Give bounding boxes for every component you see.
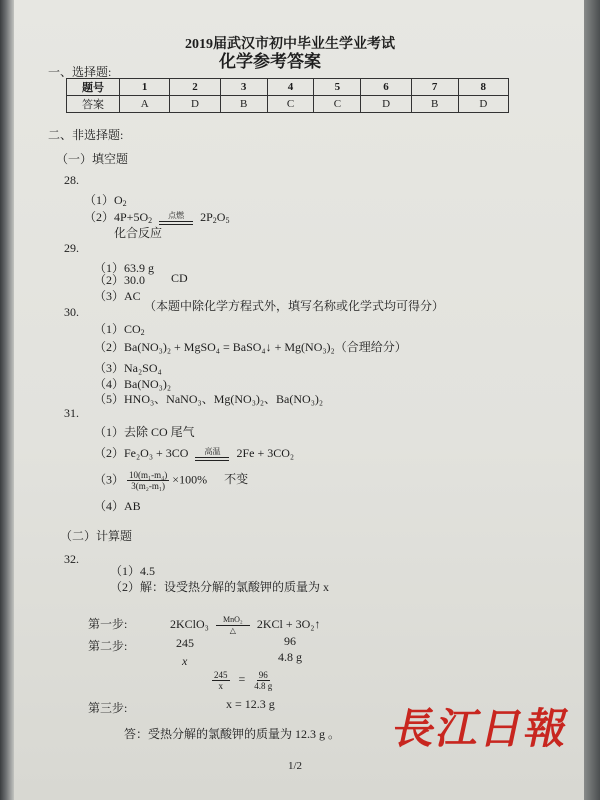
- q31-a3-note: 不变: [224, 472, 249, 487]
- q31-a2-reactants: （2）Fe₂O₃ + 3CO: [94, 446, 189, 460]
- q28-number: 28.: [64, 173, 79, 187]
- q31-answer-2: [94, 444, 294, 461]
- step3-label: 第三步:: [88, 701, 128, 715]
- q28-a2-product: 2P: [200, 210, 213, 224]
- page-number: 1/2: [288, 760, 303, 772]
- proportion-left-den: x: [218, 681, 223, 691]
- q28-a1-text: （1）O: [84, 193, 123, 207]
- newspaper-watermark-logo: 長江日報: [388, 704, 575, 753]
- question-number-cell: 4: [267, 79, 314, 96]
- answer-cell: A: [120, 96, 170, 113]
- proportion-equation: [212, 670, 272, 691]
- answer-cell: C: [314, 96, 361, 113]
- q31-a3-fraction: [127, 470, 169, 491]
- proportion-left: [212, 670, 230, 691]
- question-number-cell: 5: [314, 79, 361, 96]
- q29-number: 29.: [64, 241, 79, 255]
- step1-catalyst: MnO₂: [223, 615, 243, 624]
- answer-cell: B: [411, 96, 458, 113]
- q31-condition-text: 高温: [204, 447, 221, 457]
- q30-note: （本题中除化学方程式外，填写名称或化学式均可得分）: [144, 299, 445, 313]
- question-number-cell: 7: [411, 79, 458, 96]
- q32-number: 32.: [64, 552, 79, 566]
- answer-cell: D: [458, 96, 508, 113]
- question-number-cell: 6: [361, 79, 411, 96]
- step1-reactant: 2KClO₃: [170, 616, 209, 631]
- q31-answer-4: （4）AB: [94, 499, 141, 513]
- step3-result: x = 12.3 g: [226, 697, 275, 711]
- proportion-right: [254, 670, 272, 691]
- answer-cell: C: [267, 96, 314, 113]
- q31-a3-numerator: 10(m₁-m₄): [129, 470, 168, 480]
- q31-a2-products: 2Fe + 3CO₂: [236, 446, 295, 460]
- calculation-heading: （二）计算题: [60, 529, 133, 543]
- step1-products: 2KCl + 3O₂↑: [256, 616, 321, 631]
- q28-a2-reactants: （2）4P+5O: [84, 210, 149, 224]
- step2-mass-o2: 4.8 g: [278, 650, 302, 664]
- section-choice-heading: 一、选择题:: [48, 65, 112, 79]
- answer-label-cell: 答案: [67, 96, 120, 113]
- q30-answer-2: （2）Ba(NO₃)₂ + MgSO₄ = BaSO₄↓ + Mg(NO₃)₂（合理给分）: [94, 340, 407, 354]
- step2-label: 第二步:: [88, 639, 128, 653]
- header-label-cell: 题号: [67, 79, 120, 96]
- q30-number: 30.: [64, 305, 79, 319]
- answer-table-answer-row: [67, 96, 509, 113]
- section-nonchoice-heading: 二、非选择题:: [48, 128, 124, 142]
- q28-answer-2: $(2)4P+5O_2$ 点燃 $2P_2O_5$: [84, 210, 230, 225]
- q29-answer-3: （3）AC: [94, 289, 141, 303]
- exam-title: 2019届武汉市初中毕业生学业考试: [185, 37, 395, 52]
- q31-answer-3: [94, 470, 248, 491]
- q28-answer-1: $(1)O_2$: [84, 193, 127, 208]
- q29-answer-2b: CD: [171, 271, 188, 285]
- question-number-cell: 8: [458, 79, 508, 96]
- q30-a1-text: （1）CO: [94, 322, 141, 336]
- q29-answer-2: （2）30.0: [94, 273, 146, 287]
- question-number-cell: 2: [170, 79, 220, 96]
- q31-number: 31.: [64, 406, 79, 420]
- q30-answer-1: $(1)CO_2$: [94, 322, 145, 337]
- answer-cell: B: [220, 96, 267, 113]
- q29-answer-1: （1）63.9 g: [94, 261, 155, 275]
- proportion-right-den: 4.8 g: [254, 681, 273, 691]
- q28-reaction-type: 化合反应: [114, 226, 163, 240]
- q32-answer-2: （2）解：设受热分解的氯酸钾的质量为 x: [110, 580, 330, 594]
- step1-label: 第一步:: [88, 617, 128, 631]
- proportion-equals: =: [238, 672, 246, 687]
- q31-reaction-condition: [195, 447, 229, 461]
- q30-answer-4: （4）Ba(NO₃)₂: [94, 377, 172, 391]
- step2-unknown-x: x: [182, 654, 188, 668]
- final-answer: 答：受热分解的氯酸钾的质量为 12.3 g 。: [124, 727, 341, 741]
- step1-catalyst-condition: [216, 615, 250, 635]
- step2-molar-mass-kclo3: 245: [176, 636, 194, 650]
- q28-condition-text: 点燃: [168, 211, 185, 221]
- answer-table-header-row: [67, 79, 509, 96]
- q31-a3-label: （3）: [94, 472, 125, 487]
- proportion-left-num: 245: [214, 670, 228, 680]
- fill-blank-heading: （一）填空题: [56, 152, 129, 166]
- step2-molar-mass-o2: 96: [284, 634, 296, 648]
- step1-equation: [170, 615, 320, 635]
- answer-title: 化学参考答案: [219, 52, 321, 71]
- q30-answer-5: （5）HNO₃、NaNO₃、Mg(NO₃)₂、Ba(NO₃)₂: [94, 392, 324, 406]
- q31-answer-1: （1）去除 CO 尾气: [94, 425, 195, 439]
- question-number-cell: 3: [220, 79, 267, 96]
- answer-table: [66, 78, 509, 113]
- step1-heat: △: [229, 626, 236, 635]
- q31-a3-denominator: 3(m₂-m₁): [131, 481, 166, 491]
- q30-answer-3: （3）Na₂SO₄: [94, 361, 162, 375]
- question-number-cell: 1: [120, 79, 170, 96]
- answer-cell: D: [170, 96, 220, 113]
- q28-reaction-condition: [159, 211, 193, 225]
- proportion-right-num: 96: [258, 670, 268, 680]
- q31-a3-percent: ×100%: [172, 472, 208, 487]
- q32-answer-1: （1）4.5: [110, 564, 156, 578]
- answer-cell: D: [361, 96, 411, 113]
